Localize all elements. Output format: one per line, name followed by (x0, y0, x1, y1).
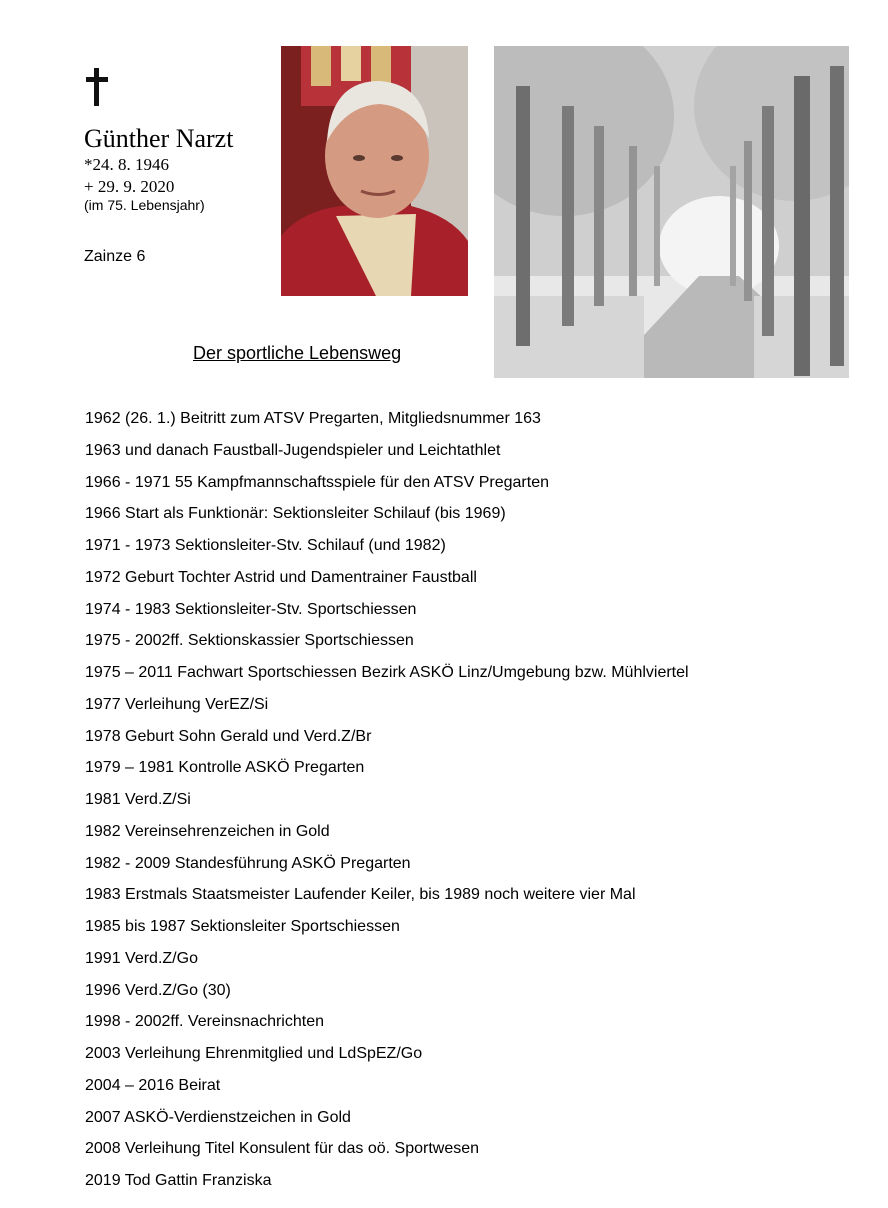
tree-avenue-photo (494, 46, 849, 378)
timeline-entry: 1975 – 2011 Fachwart Sportschiessen Bezirk ASKÖ Linz/Umgebung bzw. Mühlviertel (85, 664, 689, 681)
address: Zainze 6 (84, 248, 146, 265)
timeline-entry: 1991 Verd.Z/Go (85, 949, 198, 967)
timeline-entry: 1974 - 1983 Sektionsleiter-Stv. Sportschiessen (85, 600, 417, 618)
timeline-entry: 1966 Start als Funktionär: Sektionsleiter Schilauf (bis 1969) (85, 505, 506, 523)
death-date: + 29. 9. 2020 (84, 177, 175, 196)
timeline-entry: 1998 - 2002ff. Vereinsnachrichten (85, 1013, 324, 1031)
timeline-entry: 1979 – 1981 Kontrolle ASKÖ Pregarten (85, 759, 365, 777)
timeline-list (85, 408, 689, 1202)
timeline-entry: 2004 – 2016 Beirat (85, 1076, 221, 1094)
birth-date: *24. 8. 1946 (84, 155, 169, 174)
timeline-entry: 1981 Verd.Z/Si (85, 791, 191, 808)
timeline-entry: 1983 Erstmals Staatsmeister Laufender Keiler, bis 1989 noch weitere vier Mal (85, 886, 636, 904)
timeline-entry: 1966 - 1971 55 Kampfmannschaftsspiele für den ATSV Pregarten (85, 473, 549, 491)
cross-icon (86, 68, 108, 106)
timeline-entry: 1975 - 2002ff. Sektionskassier Sportschiessen (85, 632, 414, 650)
timeline-entry: 1971 - 1973 Sektionsleiter-Stv. Schilauf (und 1982) (85, 537, 446, 554)
timeline-entry: 2008 Verleihung Titel Konsulent für das oö. Sportwesen (85, 1140, 480, 1158)
timeline-entry: 2003 Verleihung Ehrenmitglied und LdSpEZ/Go (85, 1045, 423, 1062)
timeline-entry: 1963 und danach Faustball-Jugendspieler und Leichtathlet (85, 441, 501, 459)
deceased-name: Günther Narzt (84, 124, 234, 153)
timeline-entry: 1962 (26. 1.) Beitritt zum ATSV Pregarten, Mitgliedsnummer 163 (85, 410, 541, 427)
timeline-entry: 1977 Verleihung VerEZ/Si (85, 695, 269, 713)
timeline-entry: 1972 Geburt Tochter Astrid und Damentrainer Faustball (85, 568, 477, 586)
timeline-entry: 2007 ASKÖ-Verdienstzeichen in Gold (85, 1108, 351, 1126)
timeline-entry: 1982 Vereinsehrenzeichen in Gold (85, 822, 330, 840)
timeline-entry: 2019 Tod Gattin Franziska (85, 1172, 272, 1189)
timeline-entry: 1982 - 2009 Standesführung ASKÖ Pregarten (85, 854, 411, 872)
timeline-entry: 1985 bis 1987 Sektionsleiter Sportschiessen (85, 918, 400, 935)
timeline-entry: 1978 Geburt Sohn Gerald und Verd.Z/Br (85, 727, 372, 745)
timeline-entry: 1996 Verd.Z/Go (30) (85, 981, 231, 999)
portrait-photo (281, 46, 468, 296)
age-note: (im 75. Lebensjahr) (84, 197, 205, 213)
section-heading: Der sportliche Lebensweg (193, 343, 402, 363)
